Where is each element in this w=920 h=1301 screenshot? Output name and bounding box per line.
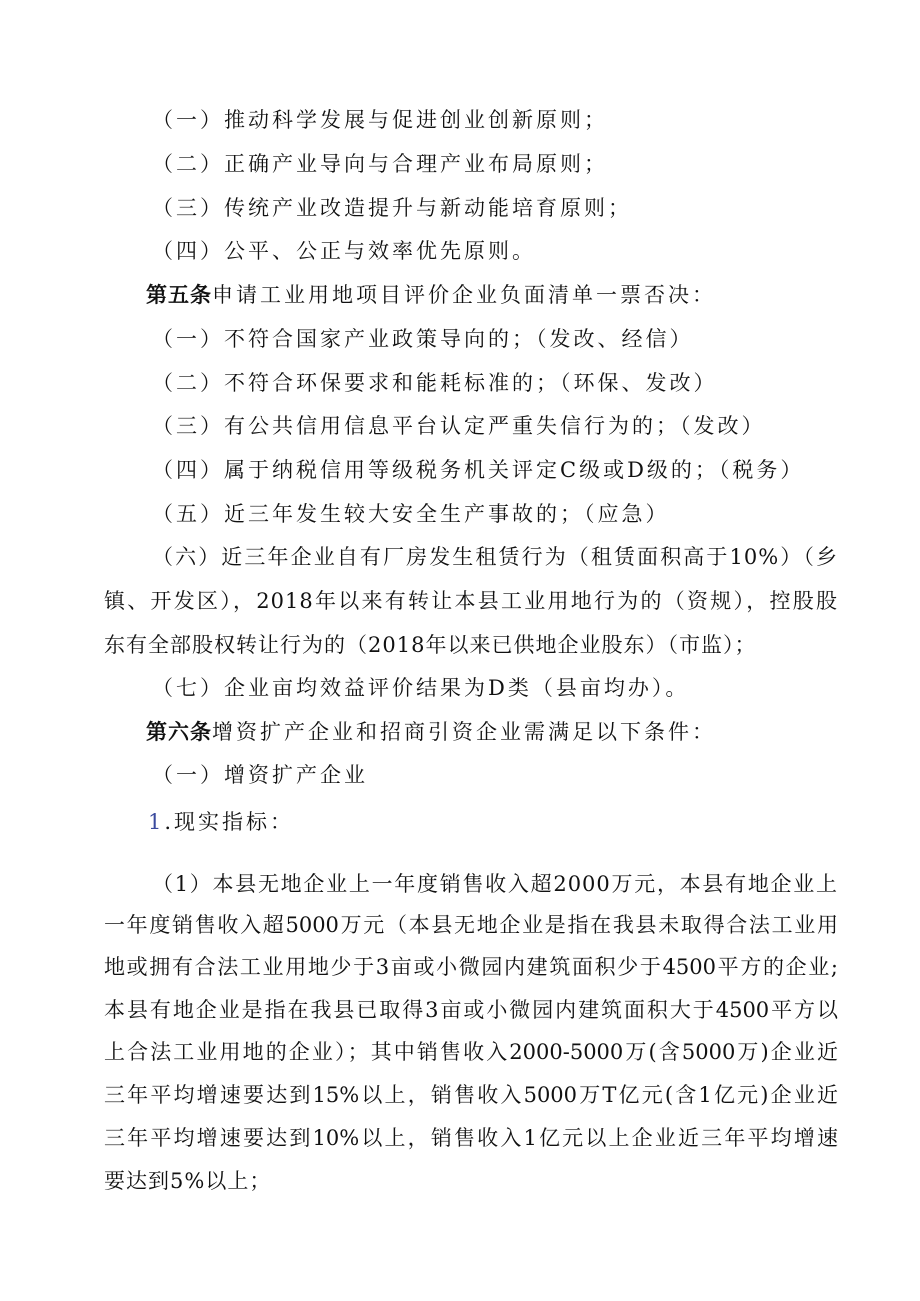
veto-item-6-line: 镇、开发区），2018年以来有转让本县工业用地行为的（资规），控股股 <box>104 589 838 613</box>
section-heading: （一）增资扩产企业 <box>152 763 368 787</box>
veto-item: （四）属于纳税信用等级税务机关评定C级或D级的；（税务） <box>152 458 805 482</box>
paragraph-line: 地或拥有合法工业用地少于3亩或小微园内建筑面积少于4500平方的企业; <box>104 955 838 979</box>
veto-item: （三）有公共信用信息平台认定严重失信行为的；（发改） <box>152 414 766 438</box>
paragraph-line: （1）本县无地企业上一年度销售收入超2000万元，本县有地企业上 <box>152 872 838 896</box>
paragraph-line: 三年平均增速要达到15%以上，销售收入5000万T亿元(含1亿元)企业近 <box>104 1083 838 1107</box>
paragraph-line: 三年平均增速要达到10%以上，销售收入1亿元以上企业近三年平均增速 <box>104 1126 838 1150</box>
veto-item-6-line: 东有全部股权转让行为的（2018年以来已供地企业股东）（市监）； <box>104 633 757 657</box>
indicator-number: 1 <box>148 810 165 834</box>
veto-item-7: （七）企业亩均效益评价结果为D类（县亩均办）。 <box>152 676 690 700</box>
article-6-text: 增资扩产企业和招商引资企业需满足以下条件： <box>212 720 716 744</box>
article-5 <box>0 279 920 309</box>
indicator-text: .现实指标： <box>164 810 295 834</box>
principle-item: （三）传统产业改造提升与新动能培育原则； <box>152 196 632 220</box>
principle-item: （一）推动科学发展与促进创业创新原则； <box>152 108 608 132</box>
article-5-label: 第五条 <box>146 282 212 307</box>
article-6-label: 第六条 <box>146 719 212 744</box>
paragraph-line: 本县有地企业是指在我县已取得3亩或小微园内建筑面积大于4500平方以 <box>104 998 838 1022</box>
principle-item: （四）公平、公正与效率优先原则。 <box>152 239 536 263</box>
article-5-text: 申请工业用地项目评价企业负面清单一票否决： <box>212 283 716 307</box>
veto-item-6-line: （六）近三年企业自有厂房发生租赁行为（租赁面积高于10%）（乡 <box>152 545 838 569</box>
article-6 <box>0 716 920 746</box>
veto-item: （一）不符合国家产业政策导向的；（发改、经信） <box>152 327 694 351</box>
veto-item: （二）不符合环保要求和能耗标准的；（环保、发改） <box>152 371 718 395</box>
paragraph-line: 上合法工业用地的企业）；其中销售收入2000-5000万(含5000万)企业近 <box>104 1040 838 1064</box>
paragraph-line: 一年度销售收入超5000万元（本县无地企业是指在我县未取得合法工业用 <box>104 913 838 937</box>
indicator-heading <box>0 806 920 836</box>
principle-item: （二）正确产业导向与合理产业布局原则； <box>152 152 608 176</box>
veto-item: （五）近三年发生较大安全生产事故的；（应急） <box>152 502 670 526</box>
paragraph-line: 要达到5%以上； <box>104 1169 272 1193</box>
